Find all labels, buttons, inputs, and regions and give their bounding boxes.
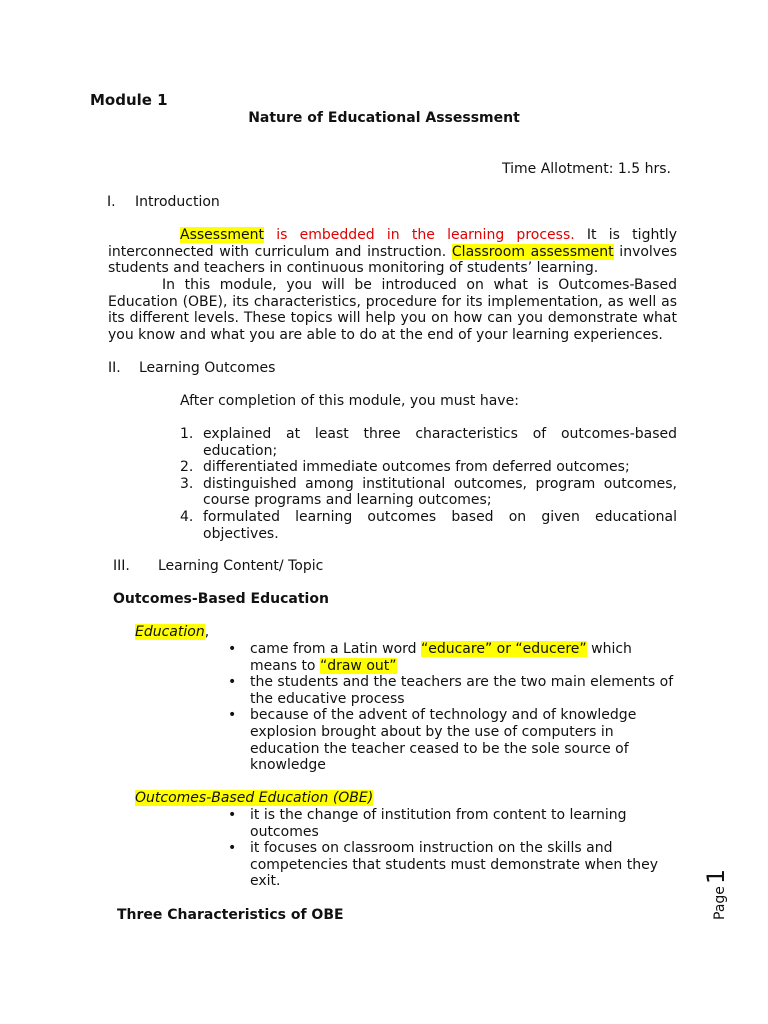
list-item xyxy=(228,707,678,773)
page-number: 1 xyxy=(702,868,730,885)
intro-paragraph-2: In this module, you will be introduced on what is Outcomes-Based Education (OBE), its characteristics, procedure for its implementation, as well as its different levels. These topics will help you on how can you demonstrate what you know and what you are able to do at the end of your learning experiences. xyxy=(108,277,677,343)
section-2-numeral: II. xyxy=(108,360,121,376)
intro-text-a: It is tightly interconnected with curriculum and instruction. xyxy=(108,227,677,260)
section-2-heading: Learning Outcomes xyxy=(139,360,276,376)
highlight-draw-out: “draw out” xyxy=(319,657,397,674)
three-characteristics-heading: Three Characteristics of OBE xyxy=(117,907,344,923)
list-item xyxy=(180,509,677,542)
list-item xyxy=(180,459,677,476)
bullet-icon: • xyxy=(228,674,237,691)
obe-heading: Outcomes-Based Education xyxy=(113,591,329,607)
learning-outcomes-list xyxy=(180,426,677,542)
bullet-icon: • xyxy=(228,840,237,857)
intro-text-b: involves students and teachers in continuous monitoring of students’ learning. xyxy=(108,243,678,277)
education-term: Education xyxy=(135,624,205,640)
module-label: Module 1 xyxy=(90,91,168,109)
list-number: 3. xyxy=(180,475,194,492)
bullet-text: which means to xyxy=(250,641,632,674)
highlight-classroom-assessment: Classroom assessment xyxy=(451,243,614,260)
page-footer xyxy=(702,860,742,920)
bullet-icon: • xyxy=(228,807,237,823)
list-item xyxy=(228,840,678,890)
list-item xyxy=(180,476,677,509)
bullet-text: the students and the teachers are the two main elements of the educative process xyxy=(250,674,674,707)
section-1-heading: Introduction xyxy=(135,194,220,210)
obe-term: Outcomes-Based Education (OBE) xyxy=(135,790,374,806)
education-term-line xyxy=(135,624,209,641)
list-item xyxy=(228,641,678,674)
list-item xyxy=(228,807,678,840)
list-text: distinguished among institutional outcomes, program outcomes, course programs and learning outcomes; xyxy=(203,475,677,509)
bullet-text: because of the advent of technology and of knowledge explosion brought about by the use of computers in education the teacher ceased to be the sole source of knowledge xyxy=(250,707,637,774)
highlight-assessment: Assessment xyxy=(180,227,264,243)
education-bullets xyxy=(228,641,678,774)
list-text: explained at least three characteristics of outcomes-based education; xyxy=(203,426,677,459)
list-number: 4. xyxy=(180,508,194,525)
intro-paragraph-1 xyxy=(108,227,677,277)
education-comma: , xyxy=(204,624,210,640)
page-title: Nature of Educational Assessment xyxy=(248,110,520,126)
bullet-text: it is the change of institution from content to learning outcomes xyxy=(250,807,627,840)
outcomes-lead: After completion of this module, you must have: xyxy=(180,393,519,409)
section-3-heading: Learning Content/ Topic xyxy=(158,558,324,574)
page-label: Page xyxy=(712,886,728,920)
bullet-text: came from a Latin word xyxy=(250,641,421,657)
list-text: differentiated immediate outcomes from deferred outcomes; xyxy=(203,459,630,476)
bullet-icon: • xyxy=(228,641,237,657)
obe-bullets xyxy=(228,807,678,890)
list-item xyxy=(180,426,677,459)
time-allotment: Time Allotment: 1.5 hrs. xyxy=(502,161,671,177)
list-text: formulated learning outcomes based on given educational objectives. xyxy=(203,508,677,542)
obe-term-line xyxy=(135,790,373,807)
list-number: 2. xyxy=(180,459,194,476)
section-3-numeral: III. xyxy=(113,558,130,574)
list-number: 1. xyxy=(180,426,194,442)
list-item xyxy=(228,674,678,707)
highlight-educare: “educare” or “educere” xyxy=(420,641,587,657)
bullet-text: it focuses on classroom instruction on the skills and competencies that students must demonstrate when they exit. xyxy=(250,840,658,890)
red-embedded-phrase: is embedded in the learning process. xyxy=(263,227,575,243)
section-1-numeral: I. xyxy=(107,194,116,210)
bullet-icon: • xyxy=(228,707,237,724)
